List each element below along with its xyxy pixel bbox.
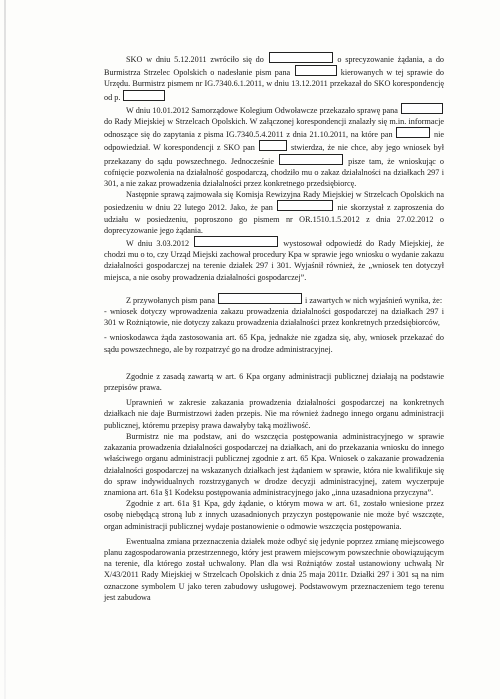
paragraph-9 [104, 498, 444, 532]
text: Zgodnie z zasadą zawartą w art. 6 Kpa organy administracji publicznej działają na podstawie przepisów prawa. [104, 371, 444, 393]
text: W dniu 3.03.2012 [126, 239, 190, 249]
text: Zgodnie z art. 61a §1 Kpa, gdy żądanie, o którym mowa w art. 61, zostało wniesione przez osobę niebędącą stroną lub z innych uzasadnionych przyczyn postępowanie nie może być wszczęte, organ administracji publicznej wydaje postanowienie o odmowie wszczęcia postępowania. [104, 499, 444, 531]
redaction-box [259, 140, 287, 151]
redaction-box [269, 52, 333, 63]
redaction-box [396, 127, 430, 138]
paragraph-7 [104, 397, 444, 431]
text: do Rady Miejskiej w Strzelcach Opolskich. W załączonej korespondencji znalazły się m.in. informacje odnoszące się do zapytania z pisma IG.7340.5.4.2011 z dnia 21.10.2011, na które pan [104, 117, 444, 140]
text: SKO w dniu 5.12.2011 zwróciło się do [126, 55, 264, 64]
redaction-box [194, 236, 278, 247]
list-item [104, 332, 444, 354]
text: stwierdza, że nie chce, aby jego wniosek był przekazany do sądu powszechnego. Jednocześnie [104, 143, 445, 166]
scan-edge [4, 0, 6, 699]
paragraph-3 [104, 189, 444, 236]
paragraph-2 [104, 103, 444, 189]
paragraph-4 [104, 236, 444, 283]
text: kierowanych w tej sprawie do Urzędu. Burmistrz pismem nr IG.7340.6.1.2011, w dniu 13.12.2011 przekazał do SKO korespondencję od p. [104, 68, 445, 102]
text: pisze tam, że wnioskując o cofnięcie pozwolenia na działalność gospodarczą, chodziło mu o zakaz działalności na działkach 297 i 301, a nie zakaz prowadzenia działalności przez konkretnego przedsiębiorcę. [104, 156, 445, 189]
text: o sprecyzowanie żądania, a do Burmistrza Strzelec Opolskich o nadesłanie pism pana [104, 55, 445, 78]
text: Uprawnień w zakresie zakazania prowadzenia działalności gospodarczej na konkretnych działkach nie daje Burmistrzowi żaden przepis. Nie ma również żadnego innego organu administracji publicznej, któremu przepisy prawa dawałyby taką możliwość. [104, 398, 444, 430]
redaction-box [218, 293, 302, 304]
paragraph-1 [104, 52, 444, 103]
paragraph-6 [104, 371, 444, 393]
redaction-box [123, 90, 165, 101]
paragraph-5 [104, 293, 444, 306]
text: nie skorzystał z zaproszenia do udziału w posiedzeniu, poproszono go pismem nr OR.1510.1.5.2012 z dnia 27.02.2012 o doprecyzowanie jego żądania. [104, 203, 445, 235]
redaction-box [401, 103, 443, 114]
redaction-box [279, 154, 343, 165]
text: i zawartych w nich wyjaśnień wynika, że: [305, 295, 443, 305]
text: W dniu 10.01.2012 Samorządowe Kolegium Odwoławcze przekazało sprawę pana [126, 105, 398, 115]
redaction-box [295, 65, 337, 76]
paragraph-8 [104, 431, 444, 498]
text: wystosował odpowiedź do Rady Miejskiej, że chodzi mu o to, czy Urząd Miejski zachował procedury Kpa w sprawie jego wniosku o wydanie zakazu działalności gospodarczej na terenie działek 297 i 301. Wyjaśnił również, że „wniosek ten dotyczył miejsca, a nie osoby prowadzenia działalności gospodarczej”. [104, 239, 445, 282]
text: Następnie sprawą zajmowała się Komisja Rewizyjna Rady Miejskiej w Strzelcach Opolskich na posiedzeniu w dniu 22 lutego 2012. Jako, że pan [104, 190, 444, 213]
redaction-box [277, 200, 333, 211]
text: - wniosek dotyczy wprowadzenia zakazu prowadzenia działalności gospodarczej na działkach 297 i 301 w Rożniątowie, nie dotyczy zakazu prowadzenia działalności przez konkretnych przedsiębiorców, [104, 307, 444, 328]
text: Z przywołanych pism pana [126, 295, 215, 305]
text: Burmistrz nie ma podstaw, ani do wszczęcia postępowania administracyjnego w sprawie zakazania prowadzenia działalności gospodarczej na działkach, ani do przekazania wniosku do innego właściwego organu administracji publicznej zgodnie z art. 65 Kpa. Wniosek o zakazanie prowadzenia działalności gospodarczej na wskazanych działkach jest żądaniem w sprawie, która nie kwalifikuje się do spraw indywidualnych rozstrzyganych w drodze decyzji administracyjnej, zatem wyczerpuje znamiona art. 61a §1 Kodeksu postępowania administracyjnego jako „inna uzasadniona przyczyna”. [104, 431, 444, 497]
list-item [104, 306, 444, 328]
document-body [104, 52, 444, 603]
text: nie odpowiedział. W korespondencji z SKO pan [104, 130, 445, 153]
text: - wnioskodawca żąda zastosowania art. 65 Kpa, jednakże nie zgadza się, aby, wniosek przekazać do sądu powszechnego, ale by rozpatrzyć go na drodze administracyjnej. [104, 333, 444, 354]
paragraph-10 [104, 536, 444, 603]
text: Ewentualna zmiana przeznaczenia działek może odbyć się jedynie poprzez zmianę miejscowego planu zagospodarowania przestrzennego, który jest prawem miejscowym powszechnie obowiązującym na terenie, dla którego został uchwalony. Plan dla wsi Rożniątów został ustanowiony uchwałą Nr X/43/2011 Rady Miejskiej w Strzelcach Opolskich z dnia 25 maja 2011r. Działki 297 i 301 są na nim oznaczone symbolem U jako teren zabudowy usługowej. Podstawowym przeznaczeniem tego terenu jest zabudowa [104, 536, 444, 602]
